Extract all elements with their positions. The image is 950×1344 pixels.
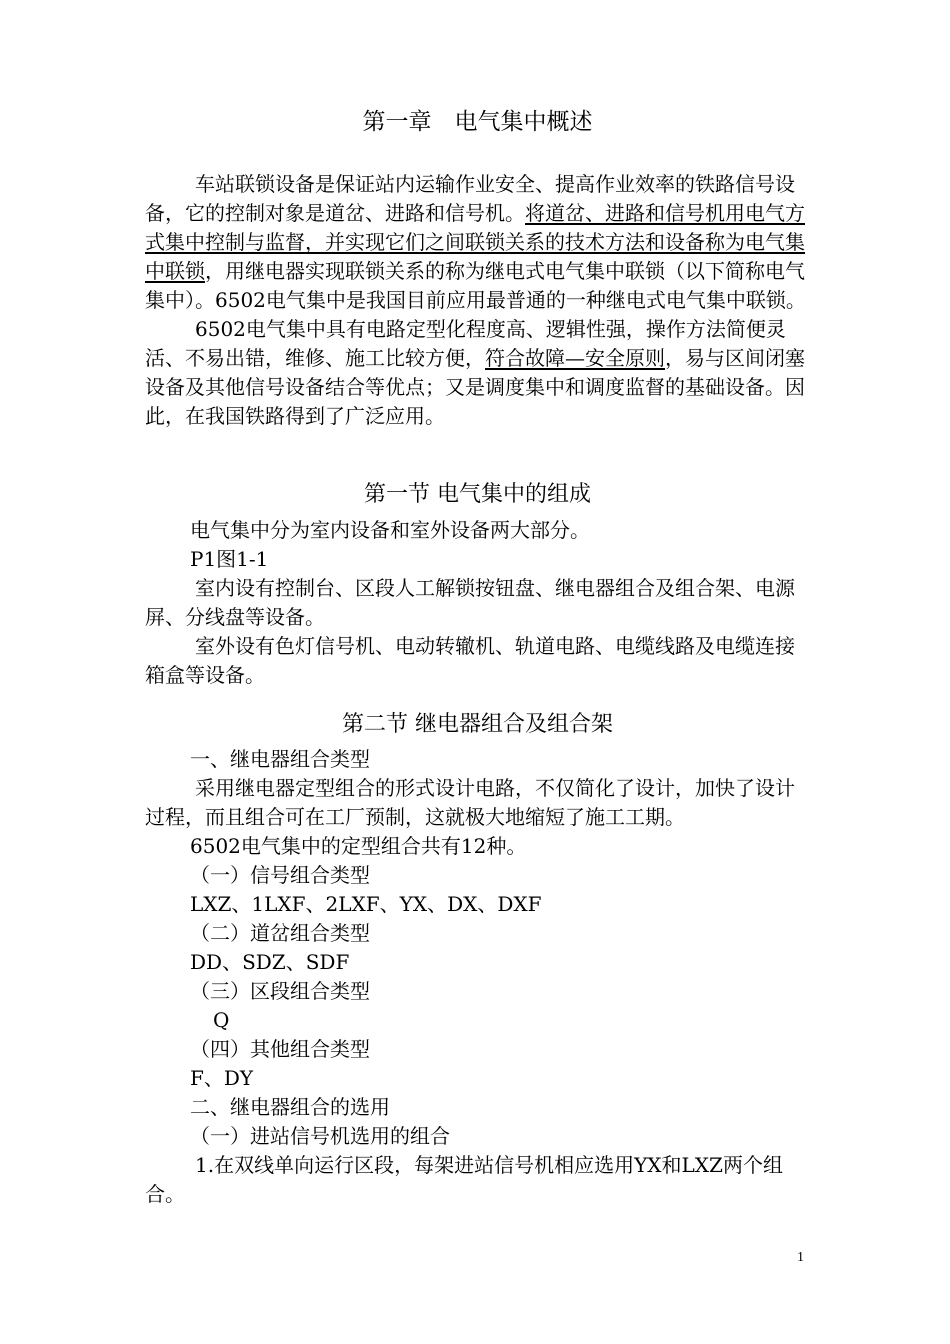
other-combination-heading: （四）其他组合类型 (190, 1037, 370, 1061)
other-combination-list: F、DY (190, 1066, 254, 1090)
chapter-title: 第一章 电气集中概述 (362, 109, 593, 135)
heading-relay-selection: 二、继电器组合的选用 (190, 1095, 390, 1119)
intro-paragraph-1 (145, 170, 810, 315)
intro-p2-tail: ，易与区间闭塞设备及其他信号设备结合等优点；又是调度集中和调度监督的基础设备。因此，在我国铁路得到了广泛应用。 (145, 346, 805, 428)
intro-paragraph-2 (145, 315, 810, 431)
switch-combination-heading: （二）道岔组合类型 (190, 921, 370, 945)
intro-p1-text: 车站联锁设备是保证站内运输作业安全、提高作业效率的铁路信号设备，它的控制对象是道岔、进路和信号机。 (145, 172, 795, 225)
section2-body (145, 745, 810, 1209)
heading-relay-types: 一、继电器组合类型 (190, 747, 370, 771)
definition-underlined: 将道岔、进路和信号机用电气方式集中控制与监督，并实现它们之间联锁关系的技术方法和设备称为电气集中联锁 (145, 201, 805, 283)
indoor-equipment: 室内设有控制台、区段人工解锁按钮盘、继电器组合及组合架、电源屏、分线盘等设备。 (145, 576, 795, 629)
section-combination-heading: （三）区段组合类型 (190, 979, 370, 1003)
page-number: 1 (797, 1250, 804, 1265)
switch-combination-list: DD、SDZ、SDF (190, 950, 350, 974)
section1-body (145, 516, 810, 690)
section2-title: 第二节 继电器组合及组合架 (342, 712, 613, 737)
home-signal-heading: （一）进站信号机选用的组合 (190, 1124, 450, 1148)
signal-combination-list: LXZ、1LXF、2LXF、YX、DX、DXF (190, 892, 542, 916)
intro-block (145, 170, 810, 431)
outdoor-equipment: 室外设有色灯信号机、电动转辙机、轨道电路、电缆线路及电缆连接箱盒等设备。 (145, 634, 795, 687)
intro-p1-tail: ，用继电器实现联锁关系的称为继电式电气集中联锁（以下简称电气集中）。6502电气集中是我国目前应用最普通的一种继电式电气集中联锁。 (145, 259, 806, 312)
home-signal-item-1: 1.在双线单向运行区段，每架进站信号机相应选用YX和LXZ两个组合。 (145, 1153, 783, 1206)
combination-count: 6502电气集中的定型组合共有12种。 (190, 834, 527, 858)
section-combination-list: Q (213, 1008, 230, 1032)
signal-combination-heading: （一）信号组合类型 (190, 863, 370, 887)
section1-line-1: 电气集中分为室内设备和室外设备两大部分。 (190, 518, 590, 542)
principle-underlined: 符合故障—安全原则 (485, 346, 665, 370)
intro-p2-text: 6502电气集中具有电路定型化程度高、逻辑性强，操作方法简便灵活、不易出错，维修、施工比较方便， (145, 317, 786, 370)
section1-title: 第一节 电气集中的组成 (364, 482, 591, 507)
relay-types-paragraph: 采用继电器定型组合的形式设计电路，不仅简化了设计，加快了设计过程，而且组合可在工厂预制，这就极大地缩短了施工工期。 (145, 776, 795, 829)
section1-figure-ref: P1图1-1 (190, 547, 269, 571)
